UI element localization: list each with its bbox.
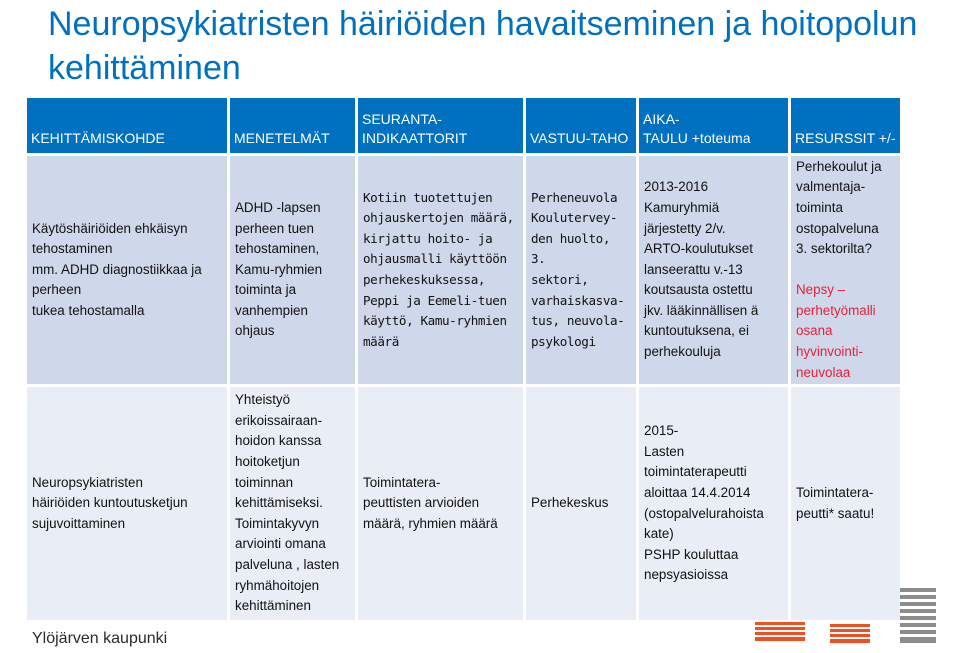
city-logo-icon bbox=[745, 586, 945, 646]
row2-kehittamiskohde: Neuropsykiatristen häiriöiden kuntoutusketjun sujuvoittaminen bbox=[32, 474, 188, 531]
row2-kehittamiskohde-cell bbox=[27, 387, 227, 620]
logo-gray-stripes bbox=[900, 588, 936, 643]
header-aikataulu bbox=[639, 98, 788, 153]
row2-seuranta: Toimintatera- peuttisten arvioiden määrä, ryhmien määrä bbox=[363, 474, 498, 531]
logo-orange-stripes-1 bbox=[755, 622, 805, 641]
row1-menetelmat-cell bbox=[230, 156, 355, 384]
header-vastuutaho bbox=[526, 98, 636, 153]
row2-vastuutaho-cell bbox=[526, 387, 636, 620]
logo-orange-stripes-2 bbox=[830, 624, 870, 643]
footer-organization: Ylöjärven kaupunki bbox=[32, 630, 168, 647]
row1-kehittamiskohde-cell bbox=[27, 156, 227, 384]
row1-aikataulu: 2013-2016 Kamuryhmiä järjestetty 2/v. ARTO-koulutukset lanseerattu v.-13 koutsausta ostettu jkv. lääkinnällisen ä kuntoutuksena, ei perhekouluja bbox=[644, 179, 759, 360]
page-title: Neuropsykiatristen häiriöiden havaitseminen ja hoitopolun kehittäminen bbox=[48, 5, 918, 87]
row1-vastuutaho-cell bbox=[526, 156, 636, 384]
header-kehittamiskohde bbox=[27, 98, 227, 153]
row1-aikataulu-cell bbox=[639, 156, 788, 384]
row2-resurssit: Toimintatera- peutti* saatu! bbox=[796, 484, 875, 521]
header-resurssit-label: RESURSSIT +/- bbox=[795, 130, 896, 146]
row1-menetelmat: ADHD -lapsen perheen tuen tehostaminen, Kamu-ryhmien toiminta ja vanhempien ohjaus bbox=[235, 199, 323, 339]
row2-menetelmat: Yhteistyö erikoissairaan- hoidon kanssa hoitoketjun toiminnan kehittämiseksi. Toimintakyvyn arviointi omana palveluna , lasten ryhmähoitojen kehittäminen bbox=[235, 392, 340, 614]
row1-seuranta-cell bbox=[358, 156, 523, 384]
row2-vastuutaho: Perhekeskus bbox=[531, 495, 609, 511]
row2-menetelmat-cell bbox=[230, 387, 355, 620]
header-seuranta bbox=[358, 98, 523, 153]
row1-kehittamiskohde: Käytöshäiriöiden ehkäisyn tehostaminen mm. ADHD diagnostiikkaa ja perheen tukea tehostamalla bbox=[32, 220, 202, 318]
row2-aikataulu: 2015- Lasten toimintaterapeutti aloittaa 14.4.2014 (ostopalvelurahoista kate) PSHP kouluttaa nepsyasioissa bbox=[644, 423, 764, 583]
row1-resurssit-highlight: Nepsy – perhetyömalli osana hyvinvointi- neuvolaa bbox=[796, 282, 876, 380]
header-kehittamiskohde-label: KEHITTÄMISKOHDE bbox=[31, 130, 165, 146]
row1-resurssit-text: Perhekoulut ja valmentaja- toiminta ostopalveluna 3. sektorilta? bbox=[796, 158, 882, 257]
row1-resurssit-cell bbox=[791, 156, 900, 384]
header-menetelmat-label: MENETELMÄT bbox=[234, 130, 330, 146]
row1-vastuutaho: Perheneuvola Koulutervey- den huolto, 3. sektori, varhaiskasva- tus, neuvola- psykologi bbox=[531, 189, 625, 349]
header-vastuutaho-label: VASTUU-TAHO bbox=[530, 130, 629, 146]
row2-seuranta-cell bbox=[358, 387, 523, 620]
header-aikataulu-label: AIKA- TAULU +toteuma bbox=[643, 111, 751, 146]
header-menetelmat bbox=[230, 98, 355, 153]
row1-seuranta: Kotiin tuotettujen ohjauskertojen määrä, kirjattu hoito- ja ohjausmalli käyttöön perhekeskuksessa, Peppi ja Eemeli-tuen käyttö, Kamu-ryhmien määrä bbox=[363, 189, 514, 349]
header-seuranta-label: SEURANTA- INDIKAATTORIT bbox=[362, 111, 468, 146]
